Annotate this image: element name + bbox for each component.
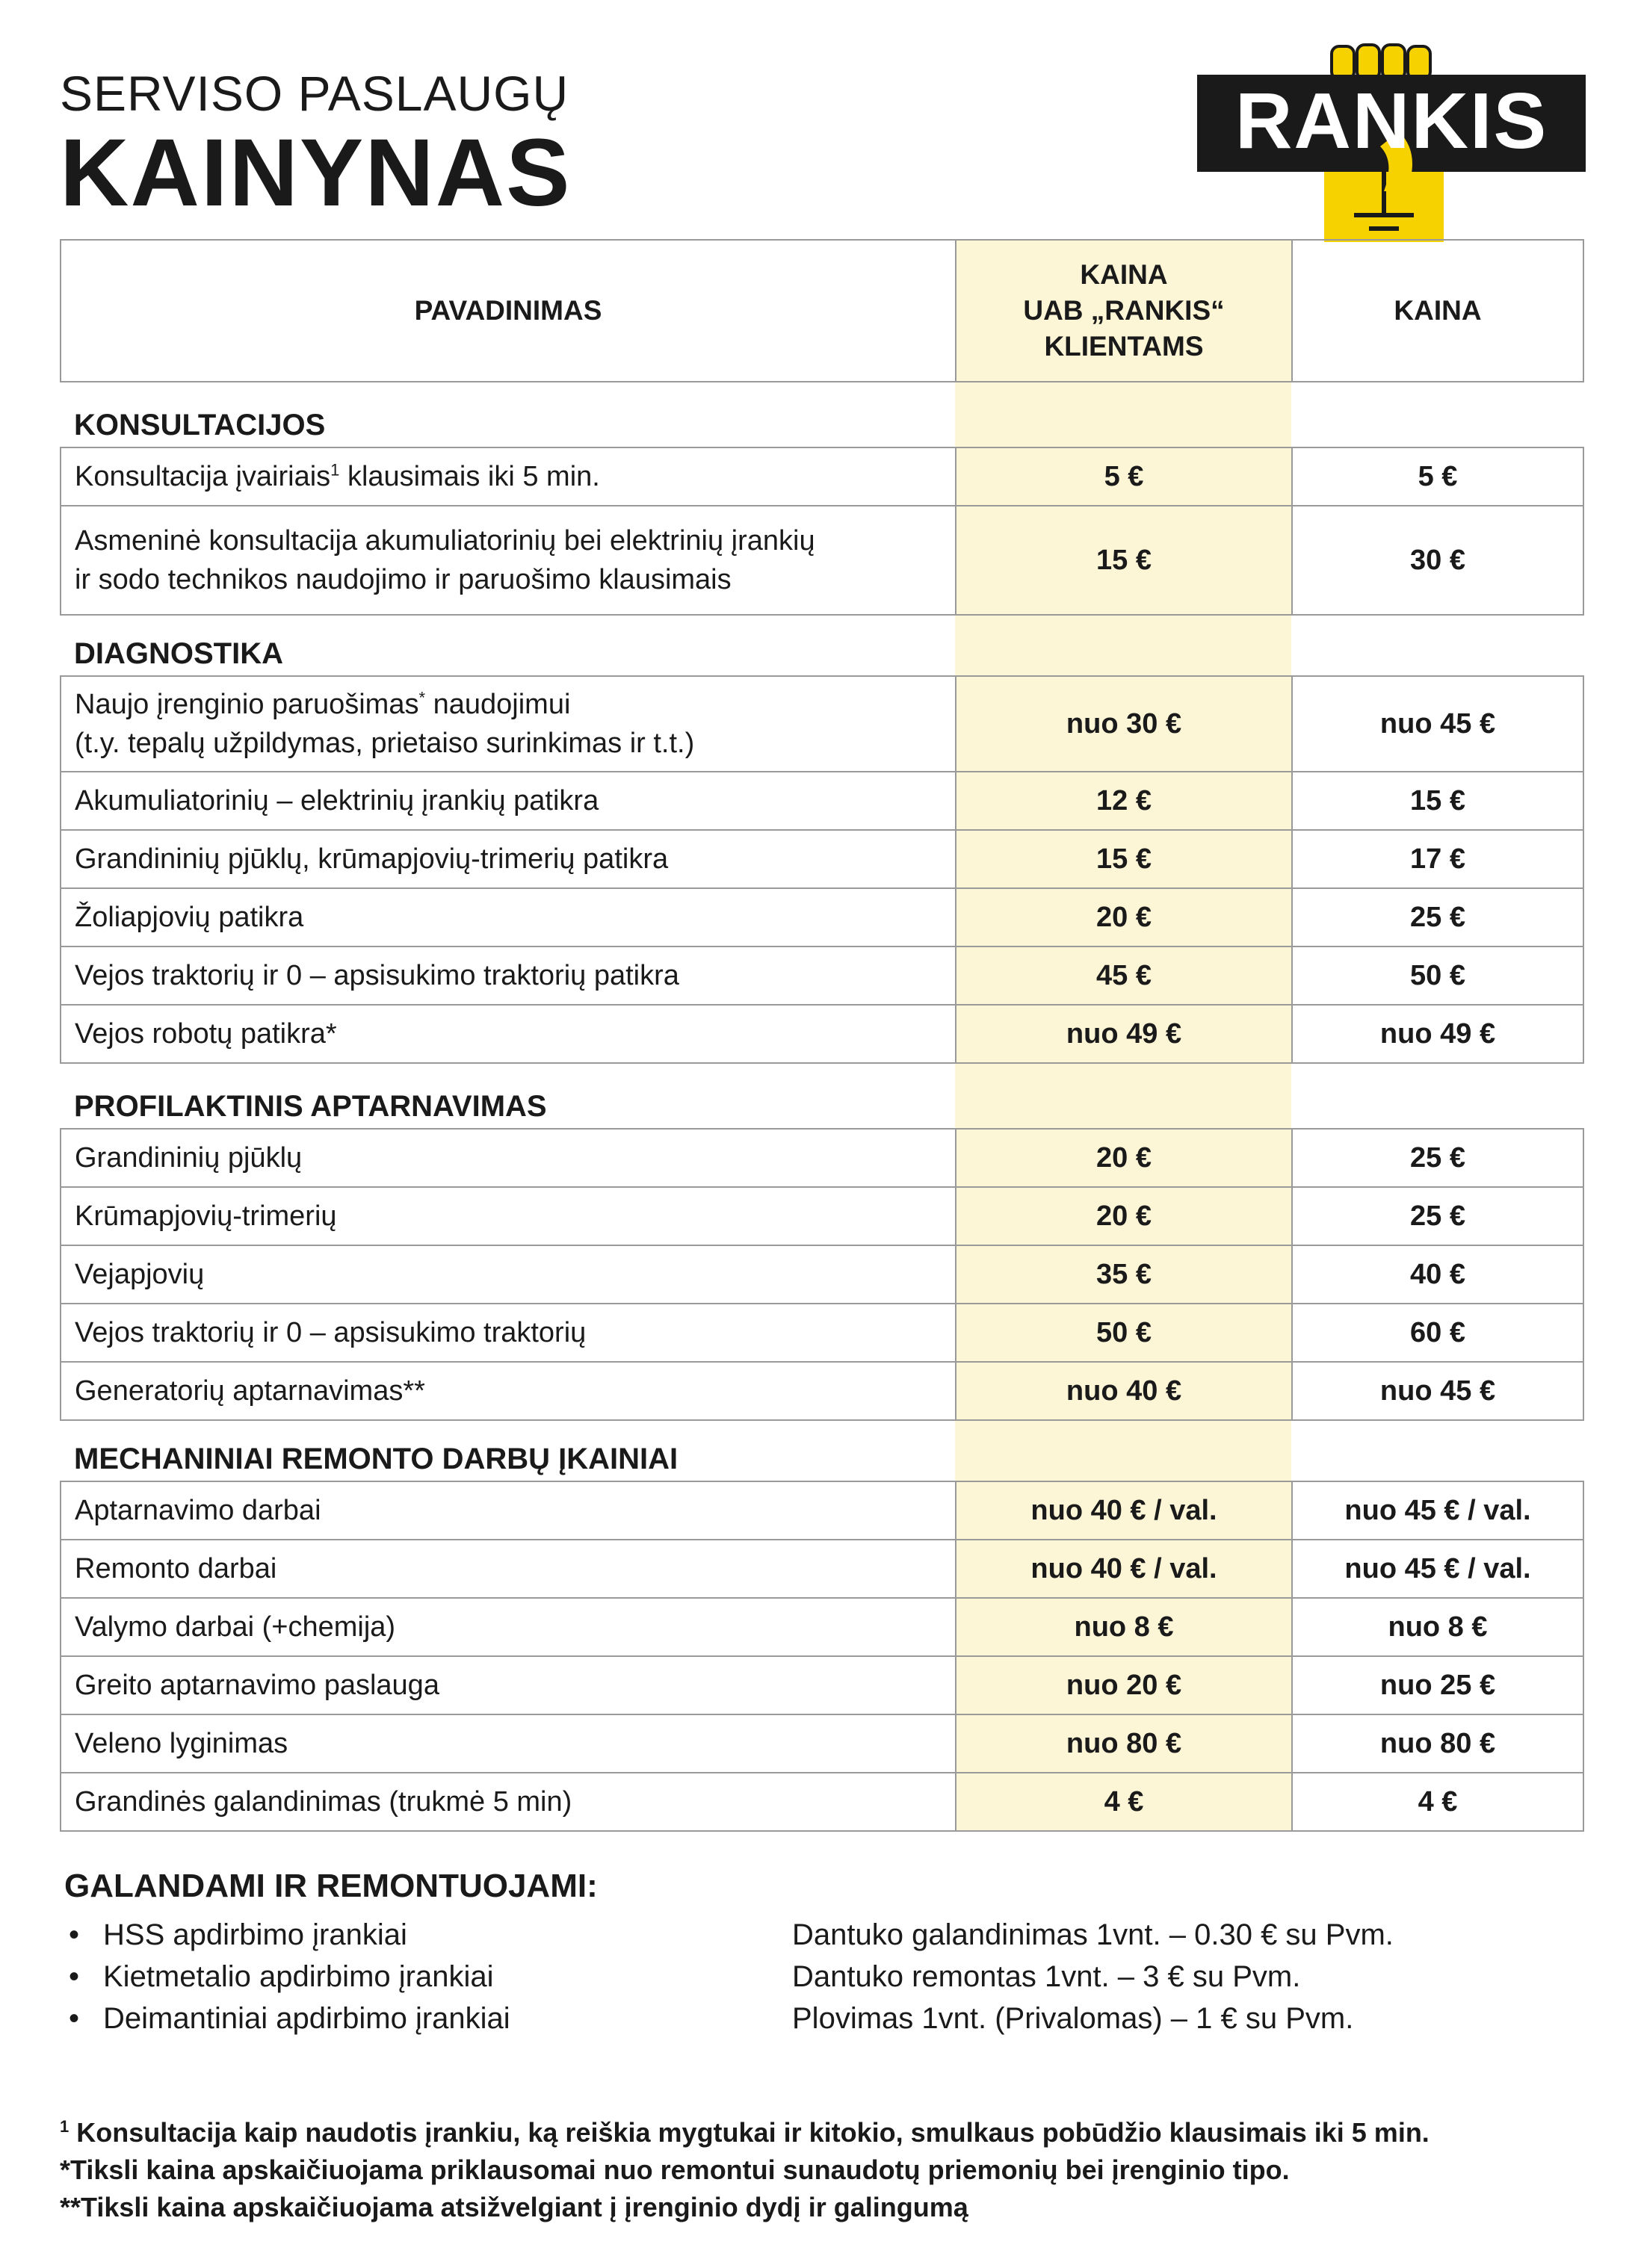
row-price: nuo 45 € / val. [1292, 1481, 1583, 1540]
header-name: PAVADINIMAS [61, 240, 956, 382]
section-header: DIAGNOSTIKA [74, 637, 283, 670]
price-line: Dantuko galandinimas 1vnt. – 0.30 € su Pvm. [792, 1918, 1394, 1951]
row-price: 50 € [1292, 946, 1583, 1005]
row-client-price: 5 € [956, 447, 1292, 506]
row-price: 5 € [1292, 447, 1583, 506]
row-client-price: 50 € [956, 1304, 1292, 1362]
galandami-list [64, 1914, 510, 2039]
table-row [61, 1714, 1583, 1773]
row-price: nuo 45 € [1292, 1362, 1583, 1420]
footnote-3: **Tiksli kaina apskaičiuojama atsižvelgiant į įrenginio dydį ir galingumą [60, 2192, 968, 2222]
row-client-price: nuo 40 € / val. [956, 1540, 1292, 1598]
table-row [61, 1005, 1583, 1063]
row-price: nuo 80 € [1292, 1714, 1583, 1773]
row-client-price: nuo 20 € [956, 1656, 1292, 1714]
table-row [61, 1187, 1583, 1245]
row-name: Vejos robotų patikra* [61, 1005, 956, 1063]
row-client-price: 35 € [956, 1245, 1292, 1304]
row-client-price: 45 € [956, 946, 1292, 1005]
title-small: SERVISO PASLAUGŲ [60, 66, 569, 121]
row-client-price: 15 € [956, 506, 1292, 615]
table-row [61, 1773, 1583, 1831]
section-header: MECHANINIAI REMONTO DARBŲ ĮKAINIAI [74, 1443, 679, 1475]
row-name: Valymo darbai (+chemija) [61, 1598, 956, 1656]
row-client-price: nuo 49 € [956, 1005, 1292, 1063]
section-header: PROFILAKTINIS APTARNAVIMAS [74, 1090, 547, 1123]
row-name: Veleno lyginimas [61, 1714, 956, 1773]
row-name: Aptarnavimo darbai [61, 1481, 956, 1540]
galandami-title: GALANDAMI IR REMONTUOJAMI: [64, 1868, 598, 1904]
row-client-price: 4 € [956, 1773, 1292, 1831]
row-price: nuo 49 € [1292, 1005, 1583, 1063]
row-client-price: nuo 40 € [956, 1362, 1292, 1420]
row-name: Generatorių aptarnavimas** [61, 1362, 956, 1420]
row-name: Greito aptarnavimo paslauga [61, 1656, 956, 1714]
row-price: nuo 45 € [1292, 676, 1583, 772]
table-row [61, 506, 1583, 615]
row-price: nuo 8 € [1292, 1598, 1583, 1656]
list-item: • Deimantiniai apdirbimo įrankiai [64, 1998, 510, 2039]
row-price: 25 € [1292, 1187, 1583, 1245]
row-price: 15 € [1292, 772, 1583, 830]
table-row [61, 1540, 1583, 1598]
price-line: Plovimas 1vnt. (Privalomas) – 1 € su Pvm. [792, 2002, 1354, 2035]
header-client-price: KAINA UAB „RANKIS“ KLIENTAMS [956, 240, 1292, 382]
row-name: Žoliapjovių patikra [61, 888, 956, 946]
row-name: Vejos traktorių ir 0 – apsisukimo traktorių [61, 1304, 956, 1362]
row-price: 30 € [1292, 506, 1583, 615]
rankis-logo [1197, 42, 1586, 244]
row-client-price: 15 € [956, 830, 1292, 888]
table-row [61, 1656, 1583, 1714]
row-client-price: nuo 30 € [956, 676, 1292, 772]
table-row [61, 772, 1583, 830]
row-price: 4 € [1292, 1773, 1583, 1831]
row-name: Grandinės galandinimas (trukmė 5 min) [61, 1773, 956, 1831]
row-client-price: 12 € [956, 772, 1292, 830]
row-name: Grandininių pjūklų, krūmapjovių-trimerių patikra [61, 830, 956, 888]
row-client-price: 20 € [956, 1187, 1292, 1245]
fist-logo-icon [1197, 42, 1586, 244]
galandami-prices [792, 1914, 1394, 2039]
table-row [61, 1304, 1583, 1362]
row-price: 25 € [1292, 1129, 1583, 1187]
svg-text:RANKIS: RANKIS [1234, 77, 1548, 165]
row-name: Vejapjovių [61, 1245, 956, 1304]
price-table [60, 239, 1583, 1832]
table-row [61, 1245, 1583, 1304]
table-row [61, 1362, 1583, 1420]
row-client-price: nuo 40 € / val. [956, 1481, 1292, 1540]
section-header: KONSULTACIJOS [74, 409, 326, 441]
row-price: 40 € [1292, 1245, 1583, 1304]
row-client-price: nuo 8 € [956, 1598, 1292, 1656]
row-price: nuo 25 € [1292, 1656, 1583, 1714]
row-name: Naujo įrenginio paruošimas* naudojimui (t.y. tepalų užpildymas, prietaiso surinkimas ir t.t.) [61, 676, 956, 772]
row-client-price: 20 € [956, 1129, 1292, 1187]
row-name: Konsultacija įvairiais$^1$ klausimais iki 5 min. [61, 447, 956, 506]
table-row [61, 888, 1583, 946]
table-row [61, 676, 1583, 772]
list-item: • HSS apdirbimo įrankiai [64, 1914, 510, 1956]
footnote-2: *Tiksli kaina apskaičiuojama priklausomai nuo remontui sunaudotų priemonių bei įrenginio tipo. [60, 2154, 1290, 2185]
row-name: Remonto darbai [61, 1540, 956, 1598]
row-name: Asmeninė konsultacija akumuliatorinių bei elektrinių įrankių ir sodo technikos naudojimo ir paruošimo klausimais [61, 506, 956, 615]
row-price: 60 € [1292, 1304, 1583, 1362]
footnotes [60, 2114, 1430, 2226]
row-name: Akumuliatorinių – elektrinių įrankių patikra [61, 772, 956, 830]
row-client-price: 20 € [956, 888, 1292, 946]
row-name: Krūmapjovių-trimerių [61, 1187, 956, 1245]
row-price: nuo 45 € / val. [1292, 1540, 1583, 1598]
list-item: • Kietmetalio apdirbimo įrankiai [64, 1956, 510, 1998]
footnote-1: $^1$ Konsultacija kaip naudotis įrankiu, ką reiškia mygtukai ir kitokio, smulkaus pobūdžio klausimais iki 5 min. [60, 2117, 1430, 2148]
row-price: 25 € [1292, 888, 1583, 946]
price-line: Dantuko remontas 1vnt. – 3 € su Pvm. [792, 1960, 1301, 1993]
table-row [61, 1481, 1583, 1540]
table-row [61, 1129, 1583, 1187]
row-price: 17 € [1292, 830, 1583, 888]
title-big: KAINYNAS [60, 120, 572, 226]
table-row [61, 830, 1583, 888]
table-row [61, 946, 1583, 1005]
row-name: Grandininių pjūklų [61, 1129, 956, 1187]
table-row [61, 447, 1583, 506]
header-price: KAINA [1292, 240, 1583, 382]
row-name: Vejos traktorių ir 0 – apsisukimo traktorių patikra [61, 946, 956, 1005]
row-client-price: nuo 80 € [956, 1714, 1292, 1773]
table-row [61, 1598, 1583, 1656]
